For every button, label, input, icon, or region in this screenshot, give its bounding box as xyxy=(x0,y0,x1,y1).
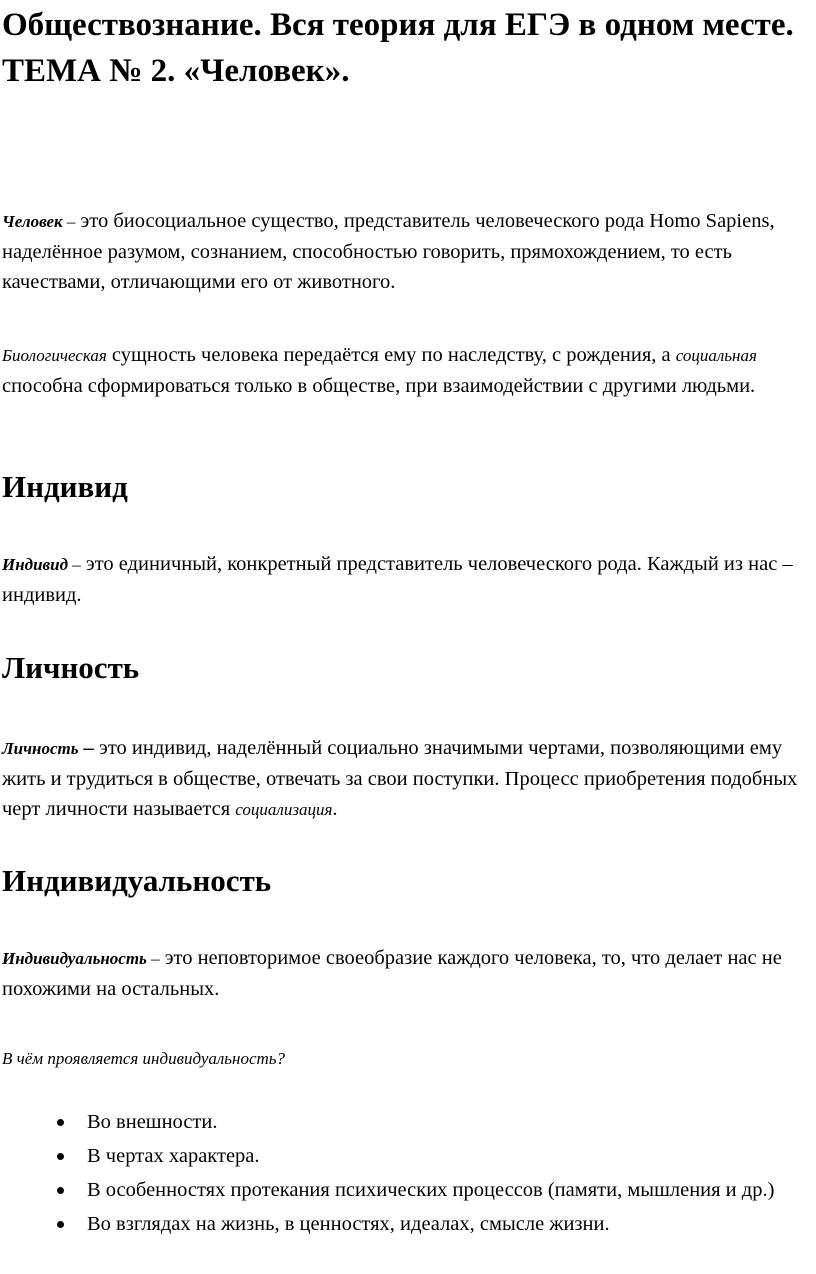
term-socialization: социализация xyxy=(235,800,333,819)
term-social: социальная xyxy=(675,346,757,365)
list-item-text: Во взглядах на жизнь, в ценностях, идеалах, смысле жизни. xyxy=(87,1213,610,1235)
paragraph-text: сущность человека передаётся ему по наследству, с рождения, а xyxy=(106,344,676,366)
term-individualnost: Индивидуальность xyxy=(2,949,147,968)
heading-individ: Индивид xyxy=(2,469,128,504)
list-item-text: В чертах характера. xyxy=(87,1145,260,1167)
heading-lichnost: Личность xyxy=(2,650,140,685)
term-dash: – xyxy=(78,737,94,759)
period: . xyxy=(332,798,338,820)
term-dash: – xyxy=(146,949,160,968)
term-individ: Индивид xyxy=(2,555,69,574)
individuality-list xyxy=(0,1108,816,1244)
paragraph-individ xyxy=(2,549,814,610)
term-dash: – xyxy=(62,212,76,231)
definition-text: это индивид, наделённый социально значимыми чертами, позволяющими ему жить и трудиться в обществе, отвечать за свои поступки. Процесс приобретения подобных черт личности называется xyxy=(2,737,798,820)
term-chelovek: Человек xyxy=(2,212,63,231)
bullet-icon xyxy=(57,1153,64,1160)
list-item xyxy=(0,1176,816,1204)
definition-text: это неповторимое своеобразие каждого человека, то, что делает нас не похожими на остальных. xyxy=(2,947,782,1000)
paragraph-lichnost xyxy=(2,733,814,825)
term-dash: – xyxy=(68,555,81,574)
bullet-icon xyxy=(57,1221,64,1228)
paragraph-chelovek xyxy=(2,206,814,297)
definition-text: это единичный, конкретный представитель человеческого рода. Каждый из нас – индивид. xyxy=(2,553,793,606)
definition-text: это биосоциальное существо, представитель человеческого рода Homo Sapiens, наделённое разумом, сознанием, способностью говорить, прямохождением, то есть качествами, отличающими его от животного. xyxy=(2,210,775,293)
document-title: Обществознание. Вся теория для ЕГЭ в одном месте. ТЕМА № 2. «Человек». xyxy=(2,7,794,89)
paragraph-individualnost xyxy=(2,943,814,1004)
paragraph-text: способна сформироваться только в обществе, при взаимодействии с другими людьми. xyxy=(2,375,756,397)
term-biological: Биологическая xyxy=(2,346,107,365)
question-text: В чём проявляется индивидуальность? xyxy=(2,1049,286,1068)
heading-individualnost: Индивидуальность xyxy=(2,863,272,898)
list-item xyxy=(0,1210,816,1238)
list-item xyxy=(0,1108,816,1136)
list-item xyxy=(0,1142,816,1170)
bullet-icon xyxy=(57,1119,64,1126)
list-item-text: Во внешности. xyxy=(87,1111,218,1133)
paragraph-essence xyxy=(2,340,814,401)
term-lichnost: Личность xyxy=(2,739,79,758)
list-item-text: В особенностях протекания психических процессов (памяти, мышления и др.) xyxy=(87,1179,775,1201)
bullet-icon xyxy=(57,1187,64,1194)
